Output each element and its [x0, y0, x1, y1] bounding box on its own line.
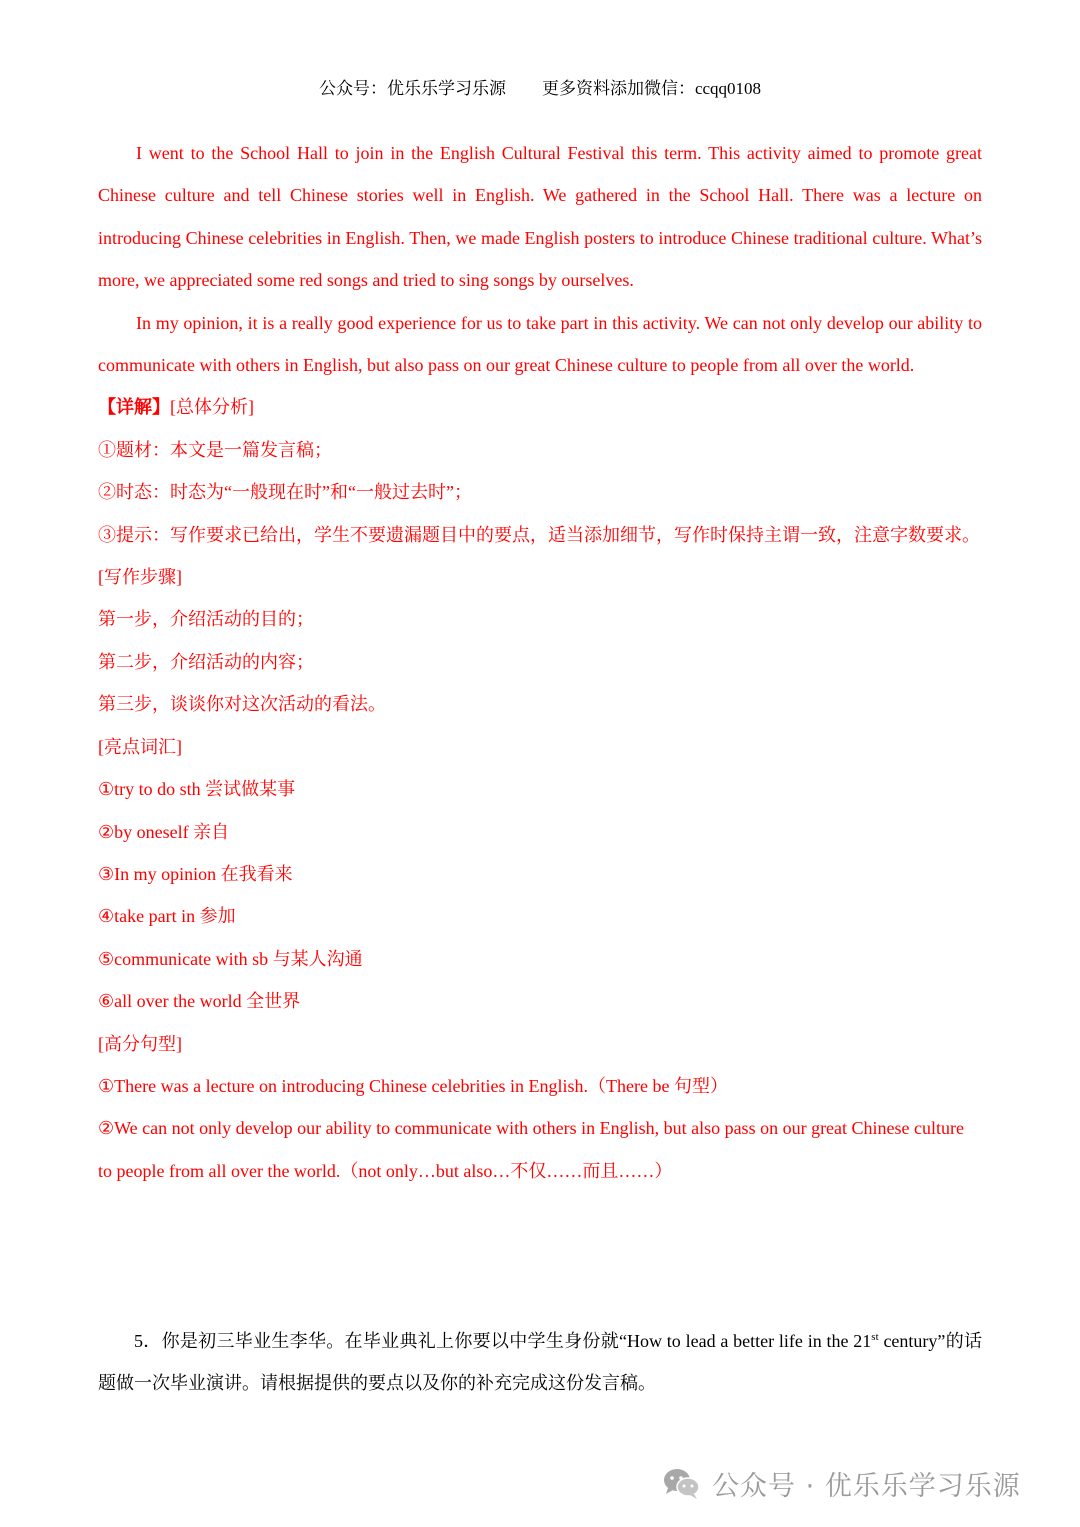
sentences-title: [高分句型]: [98, 1033, 182, 1054]
header-wechat-contact: 更多资料添加微信：ccqq0108: [541, 79, 762, 98]
analysis-title: [总体分析]: [170, 397, 254, 418]
watermark: [662, 1460, 1021, 1506]
vocab-item: ③In my opinion 在我看来: [98, 863, 293, 884]
watermark-text: 公众号 · 优乐乐学习乐源: [712, 1470, 1021, 1502]
analysis-item: ②时态：时态为“一般现在时”和“一般过去时”；: [98, 482, 472, 503]
page-header: [0, 74, 1080, 104]
question-5: [98, 1320, 982, 1405]
question-text-start: 5．你是初三毕业生李华。在毕业典礼上你要以中学生身份就“How to lead a better life in the 21: [134, 1331, 872, 1351]
header-account: 公众号：优乐乐学习乐源: [318, 79, 506, 98]
question-text-end: century”的话题做一次毕业演讲。请根据提供的要点以及你的补充完成这份发言稿。: [98, 1331, 982, 1394]
vocab-item: ⑤communicate with sb 与某人沟通: [98, 948, 363, 969]
essay-paragraph-1: I went to the School Hall to join in the English Cultural Festival this term. This activity aimed to promote great Chinese culture and tell Chinese stories well in English. We gathered in the School Hall. There was a lecture on introducing Chinese celebrities in English. Then, we made English posters to introduce Chinese traditional culture. What’s more, we appreciated some red songs and tried to sing songs by ourselves.: [98, 143, 982, 291]
question-superscript: st: [871, 1331, 879, 1343]
analysis-item: ③提示：写作要求已给出，学生不要遗漏题目中的要点，适当添加细节，写作时保持主谓一致，注意字数要求。: [98, 524, 980, 545]
step-item: 第三步，谈谈你对这次活动的看法。: [98, 694, 386, 715]
vocab-title: [亮点词汇]: [98, 736, 182, 757]
step-item: 第一步，介绍活动的目的；: [98, 609, 314, 630]
analysis-heading: [98, 386, 982, 428]
vocab-item: ⑥all over the world 全世界: [98, 991, 301, 1012]
sentence-item: ①There was a lecture on introducing Chinese celebrities in English.（There be 句型）: [98, 1075, 728, 1096]
essay-paragraph-2: In my opinion, it is a really good experience for us to take part in this activity. We can not only develop our ability to communicate with others in English, but also pass on our great Chinese culture to people from all over the world.: [98, 312, 982, 376]
question-text: [98, 1320, 982, 1405]
analysis-label: 【详解】: [98, 397, 170, 418]
steps-title: [写作步骤]: [98, 567, 182, 588]
vocab-item: ②by oneself 亲自: [98, 821, 230, 842]
answer-content: [98, 132, 982, 1192]
vocab-item: ①try to do sth 尝试做某事: [98, 779, 296, 800]
step-item: 第二步，介绍活动的内容；: [98, 651, 314, 672]
sentence-item: ②We can not only develop our ability to communicate with others in English, but also pass on our great Chinese culture to people from all over the world.（not only…but also…不仅……而且……）: [98, 1118, 965, 1181]
analysis-item: ①题材：本文是一篇发言稿；: [98, 439, 332, 460]
wechat-icon: [662, 1466, 702, 1500]
vocab-item: ④take part in 参加: [98, 906, 236, 927]
